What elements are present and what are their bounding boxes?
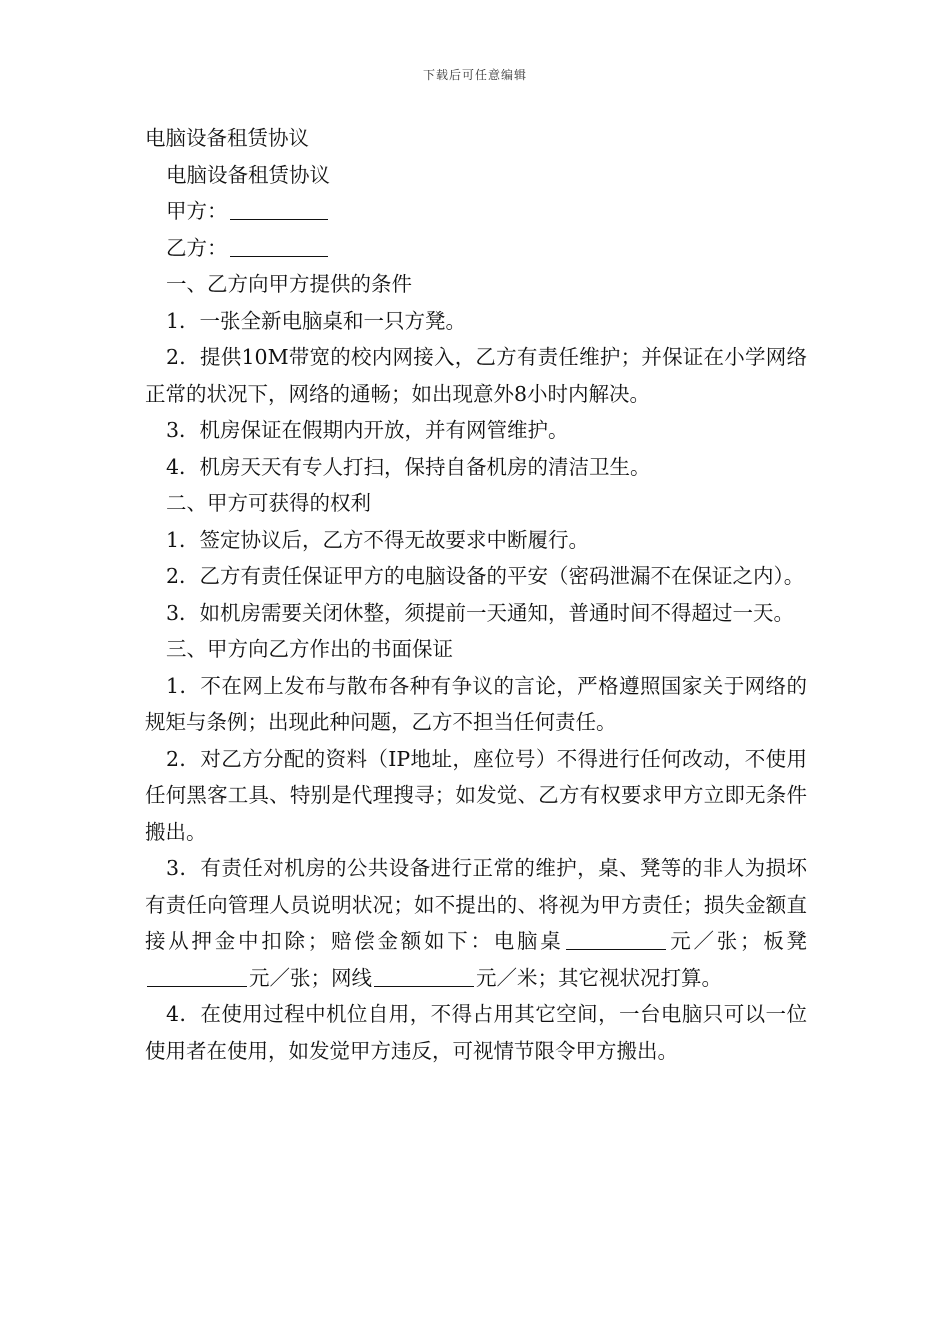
party-b-line (145, 230, 807, 267)
section-3-item-3 (145, 850, 807, 996)
document-body (145, 120, 807, 1069)
section-1-item-4: 4．机房天天有专人打扫，保持自备机房的清洁卫生。 (166, 454, 651, 479)
party-a-label: 甲方： (166, 199, 228, 223)
section-2-item-2: 2．乙方有责任保证甲方的电脑设备的平安（密码泄漏不在保证之内）。 (166, 564, 805, 588)
party-b-blank (230, 236, 328, 257)
section-2-item-3: 3．如机房需要关闭休整，须提前一天通知，普通时间不得超过一天。 (166, 600, 795, 625)
section-3-item-2: 2．对乙方分配的资料（IP地址，座位号）不得进行任何改动，不使用任何黑客工具、特别是代理搜寻；如发觉、乙方有权要求甲方立即无条件搬出。 (145, 746, 807, 844)
section-3-title: 三、甲方向乙方作出的书面保证 (166, 637, 453, 661)
section-3-item-1: 1．不在网上发布与散布各种有争议的言论，严格遵照国家关于网络的规矩与条例；出现此种问题，乙方不担当任何责任。 (145, 673, 807, 734)
cable-price-blank (374, 966, 474, 987)
item-3-text-part1: 3．有责任对机房的公共设备进行正常的维护，桌、凳等的非人为损坏有责任向管理人员说明状况；如不提出的、将视为甲方责任；损失金额直接从押金中扣除；赔偿金额如下：电脑桌 (145, 856, 807, 953)
section-1-item-1: 1．一张全新电脑桌和一只方凳。 (166, 308, 467, 333)
party-a-blank (230, 199, 328, 220)
item-3-text-part3: 元／张；网线 (249, 965, 372, 990)
item-3-text-part2: 元／张；板凳 (667, 929, 807, 953)
party-b-label: 乙方： (166, 235, 228, 260)
item-3-text-part4: 元／米；其它视状况打算。 (476, 965, 722, 990)
section-1-title: 一、乙方向甲方提供的条件 (166, 272, 412, 296)
section-1-item-2: 2．提供10M带宽的校内网接入，乙方有责任维护；并保证在小学网络正常的状况下，网络的通畅；如出现意外8小时内解决。 (145, 345, 807, 406)
party-a-line (145, 193, 807, 230)
stool-price-blank (147, 966, 247, 987)
document-subtitle: 电脑设备租赁协议 (166, 162, 330, 187)
section-2-title: 二、甲方可获得的权利 (166, 491, 371, 515)
document-title: 电脑设备租赁协议 (145, 126, 309, 150)
section-1-item-3: 3．机房保证在假期内开放，并有网管维护。 (166, 418, 569, 442)
header-note: 下载后可任意编辑 (422, 68, 527, 82)
desk-price-blank (566, 929, 666, 950)
section-2-item-1: 1．签定协议后，乙方不得无故要求中断履行。 (166, 527, 590, 552)
section-3-item-4: 4．在使用过程中机位自用，不得占用其它空间，一台电脑只可以一位使用者在使用，如发觉甲方违反，可视情节限令甲方搬出。 (145, 1002, 807, 1063)
